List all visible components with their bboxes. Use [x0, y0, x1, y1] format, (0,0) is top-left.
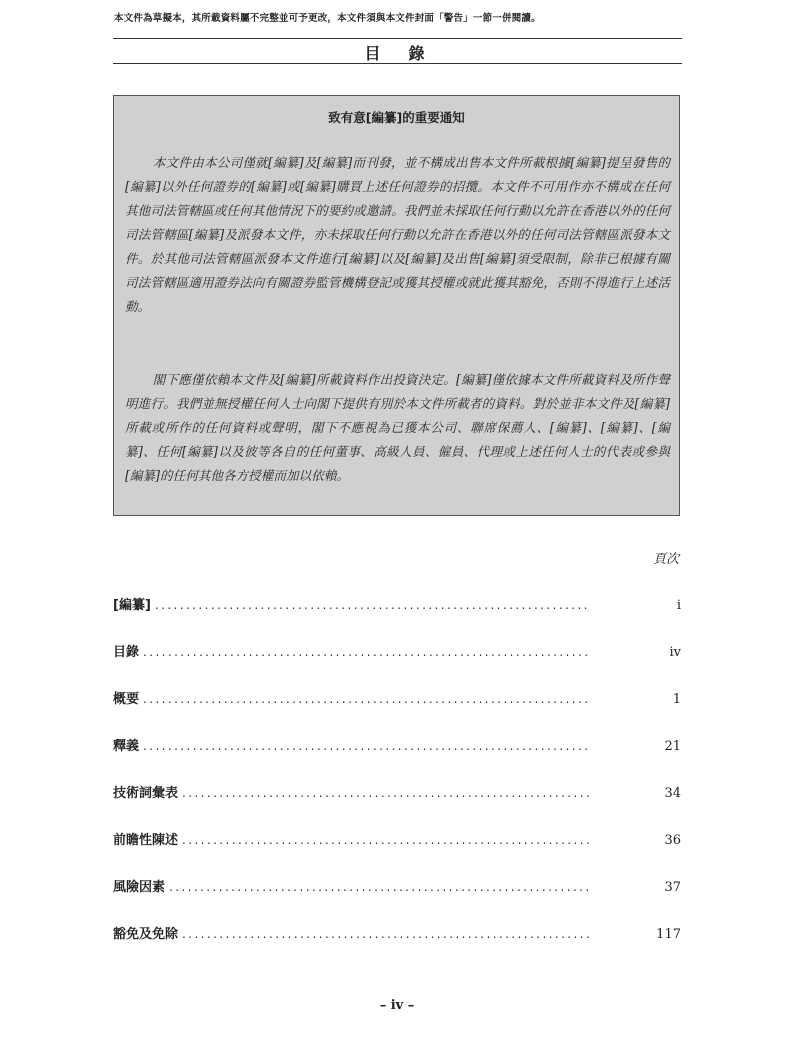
toc-entry[interactable]	[113, 594, 681, 614]
toc-entry[interactable]	[113, 735, 681, 755]
draft-warning-header: 本文件為草擬本，其所載資料屬不完整並可予更改，本文件須與本文件封面「警告」一節一併閱讀。	[114, 13, 541, 24]
toc-entry-page: 36	[664, 833, 681, 848]
section-title: 目 錄	[364, 44, 431, 63]
important-notice-box	[113, 95, 680, 516]
toc-leader-dots	[169, 880, 591, 894]
toc-entry[interactable]	[113, 923, 681, 943]
notice-paragraph: 閣下應僅依賴本文件及[編纂]所載資料作出投資決定。[編纂]僅依據本文件所載資料及所作聲明進行。我們並無授權任何人士向閣下提供有別於本文件所載者的資料。對於並非本文件及[編纂]所載或所作的任何資料或聲明，閣下不應視為已獲本公司、聯席保薦人、[編纂]、[編纂]、[編纂]、任何[編纂]以及彼等各自的任何董事、高級人員、僱員、代理或上述任何人士的代表或參與[編纂]的任何其他各方授權而加以依賴。	[125, 372, 670, 483]
toc-entry-page: i	[676, 598, 681, 613]
toc-entry-page: 21	[664, 739, 681, 754]
toc-entry-label: 前瞻性陳述	[113, 833, 179, 848]
toc-entry-label: 豁免及免除	[113, 927, 179, 942]
notice-paragraph: 本文件由本公司僅就[編纂]及[編纂]而刊發，並不構成出售本文件所載根據[編纂]提呈發售的[編纂]以外任何證券的[編纂]或[編纂]購買上述任何證券的招攬。本文件不可用作亦不構成在任何其他司法管轄區或任何其他情況下的要約或邀請。我們並未採取任何行動以允許在香港以外的任何司法管轄區[編纂]及派發本文件，亦未採取任何行動以允許在香港以外的任何司法管轄區派發本文件。於其他司法管轄區派發本文件進行[編纂]以及[編纂]及出售[編纂]須受限制，除非已根據有關司法管轄區適用證券法向有關證券監管機構登記或獲其授權或就此獲其豁免，否則不得進行上述活動。	[125, 155, 670, 314]
toc-entry-label: [編纂]	[113, 598, 151, 613]
toc-entry-label: 釋義	[113, 739, 140, 754]
toc-entry[interactable]	[113, 641, 681, 661]
toc-leader-dots	[155, 598, 591, 612]
toc-entry-page: 34	[664, 786, 681, 801]
header-bottom-rule	[113, 63, 682, 64]
toc-entry-label: 概要	[113, 692, 140, 707]
header-top-rule	[113, 38, 682, 39]
page-number-footer: – iv –	[379, 998, 415, 1013]
toc-entry-label: 風險因素	[113, 880, 166, 895]
toc-entry[interactable]	[113, 876, 681, 896]
toc-leader-dots	[143, 692, 591, 706]
page-column-label: 頁次	[652, 552, 679, 567]
toc-entry-page: iv	[669, 645, 681, 660]
toc-leader-dots	[182, 833, 591, 847]
toc-entry-page: 37	[664, 880, 681, 895]
toc-entry[interactable]	[113, 829, 681, 849]
notice-title: 致有意[編纂]的重要通知	[328, 110, 465, 125]
toc-entry-page: 1	[672, 692, 681, 707]
toc-leader-dots	[182, 786, 591, 800]
toc-entry-page: 117	[656, 927, 681, 942]
toc-entry[interactable]	[113, 688, 681, 708]
toc-entry-label: 技術詞彙表	[113, 786, 179, 801]
toc-leader-dots	[182, 927, 591, 941]
toc-leader-dots	[143, 739, 591, 753]
toc-leader-dots	[143, 645, 591, 659]
toc-entry[interactable]	[113, 782, 681, 802]
toc-entry-label: 目錄	[113, 645, 140, 660]
